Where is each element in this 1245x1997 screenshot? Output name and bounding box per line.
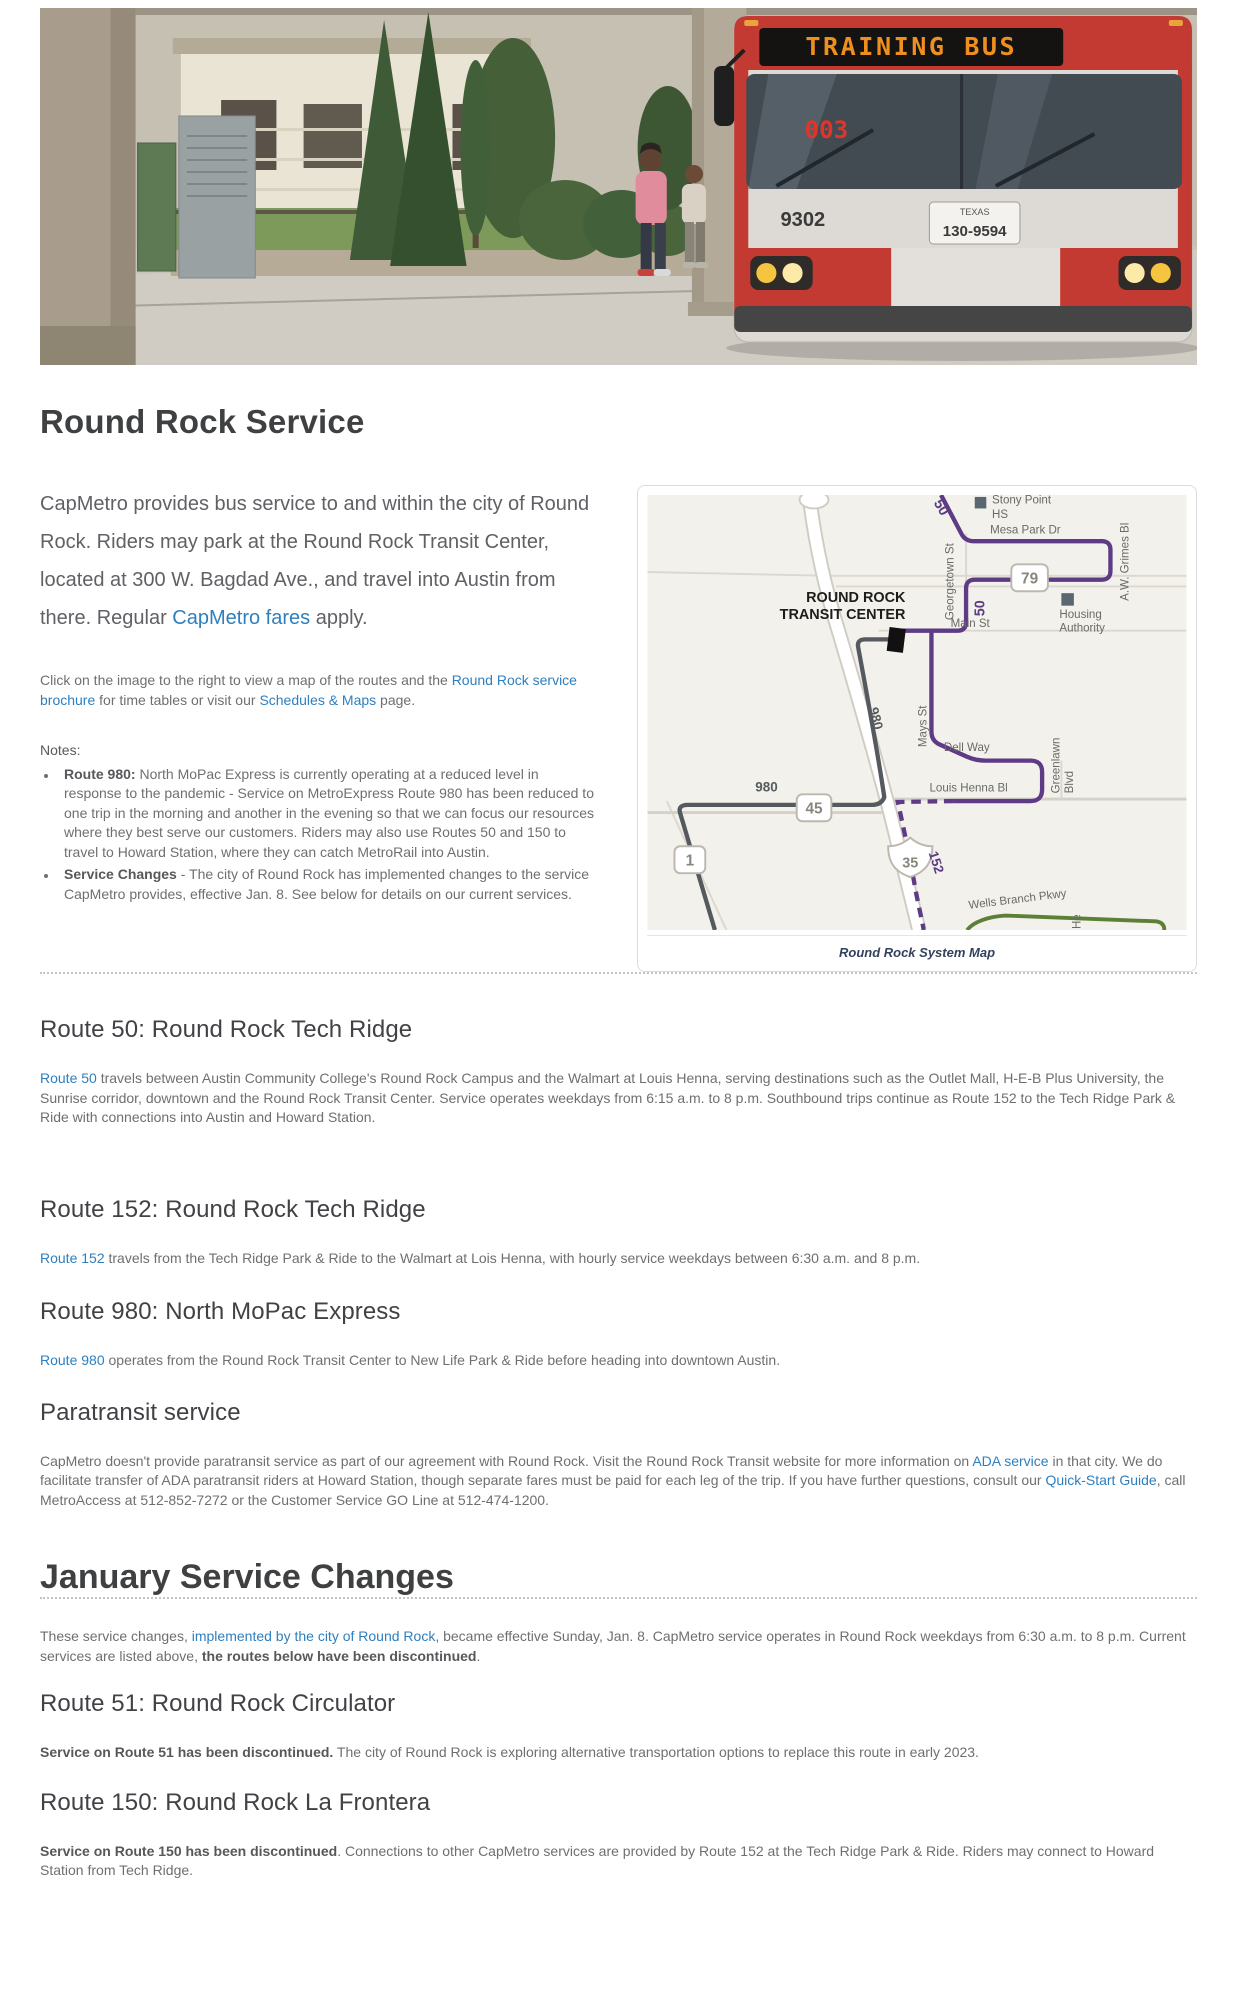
map-note-text-3: page. [376,691,416,708]
intro-text: CapMetro provides bus service to and within the city of Round Rock. Riders may park at the Round Rock Transit Center, located at 300 W. Bagdad Ave., and travel into Austin from there. Regular [40,493,590,629]
shield-45: 45 [805,800,823,818]
label-main-st: Main St [950,617,990,630]
map-note-paragraph [40,671,600,710]
concrete-pillar-left [40,8,136,365]
notes-list [58,765,600,905]
label-mesa-park: Mesa Park Dr [990,524,1061,537]
route-150-text: . Connections to other CapMetro services are provided by Route 152 at the Tech Ridge Park & Ride. Riders may connect to Howard Station from Tech Ridge. [40,1842,1155,1878]
intro-paragraph [40,485,600,637]
route-50-text: travels between Austin Community College's Round Rock Campus and the Walmart at Louis Henna, serving destinations such as the Outlet Mall, H-E-B Plus University, the Sunrise corridor, downtown and the Round Rock Transit Center. Service operates weekdays from 6:15 a.m. to 8 p.m. Southbound trips continue as Route 152 to the Tech Ridge Park & Ride with connections into Austin and Howard Station. [40,1070,1176,1125]
january-text-1: These service changes, [40,1628,192,1644]
paratransit-text-2: in that city. We do facilitate transfer of ADA paratransit riders at Howard Station, though separate fares must be paid for each leg of the trip. If you have further questions, consult our [40,1452,1163,1488]
ada-service-link[interactable]: ADA service [972,1452,1049,1469]
label-louis-henna: Louis Henna Bl [929,782,1008,795]
shield-35: 35 [902,855,919,872]
label-heatherwilde: He [1071,914,1084,930]
paratransit-text-3: , call MetroAccess at 512-852-7272 or the Customer Service GO Line at 512-474-1200. [40,1472,1186,1508]
label-stony-point: Stony Point [992,495,1052,507]
january-text-2: , became effective Sunday, Jan. 8. CapMetro service operates in Round Rock weekdays from 6:30 a.m. to 8 p.m. Current services are listed above, [40,1628,1186,1664]
note-bold: Service Changes [64,866,177,882]
round-rock-brochure-link[interactable]: Round Rock service brochure [40,672,577,708]
note-service-changes [58,865,600,904]
label-transit-1: ROUND ROCK [806,589,906,606]
intro-text-after: apply. [310,607,368,629]
label-hs: HS [992,509,1009,522]
schedules-maps-link[interactable]: Schedules & Maps [259,691,377,708]
route-51-bold: Service on Route 51 has been discontinued. [40,1744,334,1760]
headsign-text: TRAINING BUS [805,32,1018,61]
hero-image [40,8,1197,365]
housing-authority-marker [1061,593,1074,606]
label-50-top: 50 [929,496,952,519]
heading-route-50: Route 50: Round Rock Tech Ridge [40,1016,413,1043]
note-text: North MoPac Express is currently operating at a reduced level in response to the pandemic - Service on MetroExpress Route 980 has been reduced to one trip in the morning and another in the evening so that we can focus our resources where they best serve our customers. Riders may also use Routes 50 and 150 to travel to Howard Station, where they can catch MetroRail into Austin. [64,765,594,860]
heading-january-changes: January Service Changes [40,1558,454,1596]
label-aw-grimes: A.W. Grimes Bl [1119,522,1132,601]
label-152: 152 [925,849,947,876]
route-152-link[interactable]: Route 152 [40,1249,105,1266]
label-dell-way: Dell Way [943,741,990,754]
paratransit-text-1: CapMetro doesn't provide paratransit service as part of our agreement with Round Rock. Visit the Round Rock Transit website for more information on [40,1452,973,1469]
label-greenlawn-2: Blvd [1063,770,1076,794]
shield-1: 1 [685,852,695,870]
intro-and-map [40,485,1197,972]
note-text: - The city of Round Rock has implemented changes to the service CapMetro provides, effective Jan. 8. See below for details on our current services. [64,866,590,902]
paratransit-paragraph [40,1452,1197,1511]
route-980-link[interactable]: Route 980 [40,1352,105,1368]
january-text-3: . [476,1647,481,1664]
label-wells-branch: Wells Branch Pkwy [967,887,1068,912]
section-divider [40,972,1197,974]
page-title: Round Rock Service [40,403,365,440]
label-980-west: 980 [755,779,778,795]
note-route-980 [58,765,600,863]
map-note-text-1: Click on the image to the right to view a map of the routes and the [40,672,452,688]
map-note-text-2: for time tables or visit our [95,691,260,708]
label-georgetown: Georgetown St [944,543,957,621]
label-transit-2: TRANSIT CENTER [779,607,906,624]
heading-route-51: Route 51: Round Rock Circulator [40,1690,396,1717]
label-50-mid: 50 [972,600,989,617]
label-greenlawn-1: Greenlawn [1050,737,1063,794]
map-caption: Round Rock System Map [647,935,1187,971]
bus-photo-illustration [40,8,1197,365]
route-152-text: travels from the Tech Ridge Park & Ride to the Walmart at Lois Henna, with hourly service weekdays between 6:30 a.m. and 8 p.m. [104,1249,921,1266]
route-50-link[interactable]: Route 50 [40,1070,97,1086]
route-150-bold: Service on Route 150 has been discontinued [40,1842,338,1859]
capmetro-fares-link[interactable]: CapMetro fares [172,607,311,629]
note-bold: Route 980: [64,765,136,782]
shield-79: 79 [1021,570,1039,588]
implemented-by-city-link[interactable]: implemented by the city of Round Rock [191,1628,436,1644]
january-paragraph [40,1627,1197,1666]
capmetro-bus [714,16,1197,361]
label-housing-2: Authority [1059,622,1105,635]
route-51-text: The city of Round Rock is exploring alternative transportation options to replace this route in early 2023. [333,1744,979,1760]
stony-point-marker [975,497,987,509]
route-980-text: operates from the Round Rock Transit Center to New Life Park & Ride before heading into downtown Austin. [104,1352,781,1368]
route-51-paragraph [40,1743,1197,1763]
heading-route-980: Route 980: North MoPac Express [40,1298,401,1325]
heading-paratransit: Paratransit service [40,1398,241,1426]
system-map-figure[interactable] [637,485,1197,972]
quick-start-guide-link[interactable]: Quick-Start Guide [1045,1472,1157,1488]
section-divider-2 [40,1597,1197,1599]
notes-label: Notes: [40,742,81,758]
heading-route-152: Route 152: Round Rock Tech Ridge [40,1195,426,1223]
label-housing-1: Housing [1059,609,1102,622]
route-980-paragraph [40,1351,1197,1371]
route-150-paragraph [40,1842,1197,1881]
label-980-diag: 980 [865,705,886,732]
label-mays-st: Mays St [917,705,930,748]
heading-route-150: Route 150: Round Rock La Frontera [40,1788,431,1816]
route-152-paragraph [40,1249,1197,1269]
plate-number: 130-9594 [942,223,1007,240]
plate-state: TEXAS [959,207,990,217]
transit-center-marker [887,627,906,653]
intro-column [40,485,600,904]
system-map [647,495,1187,930]
route-50-paragraph [40,1069,1197,1128]
route-number-led: 003 [804,116,849,144]
january-bold: the routes below have been discontinued [201,1647,477,1664]
page [40,8,1197,1881]
bus-number: 9302 [780,209,826,231]
